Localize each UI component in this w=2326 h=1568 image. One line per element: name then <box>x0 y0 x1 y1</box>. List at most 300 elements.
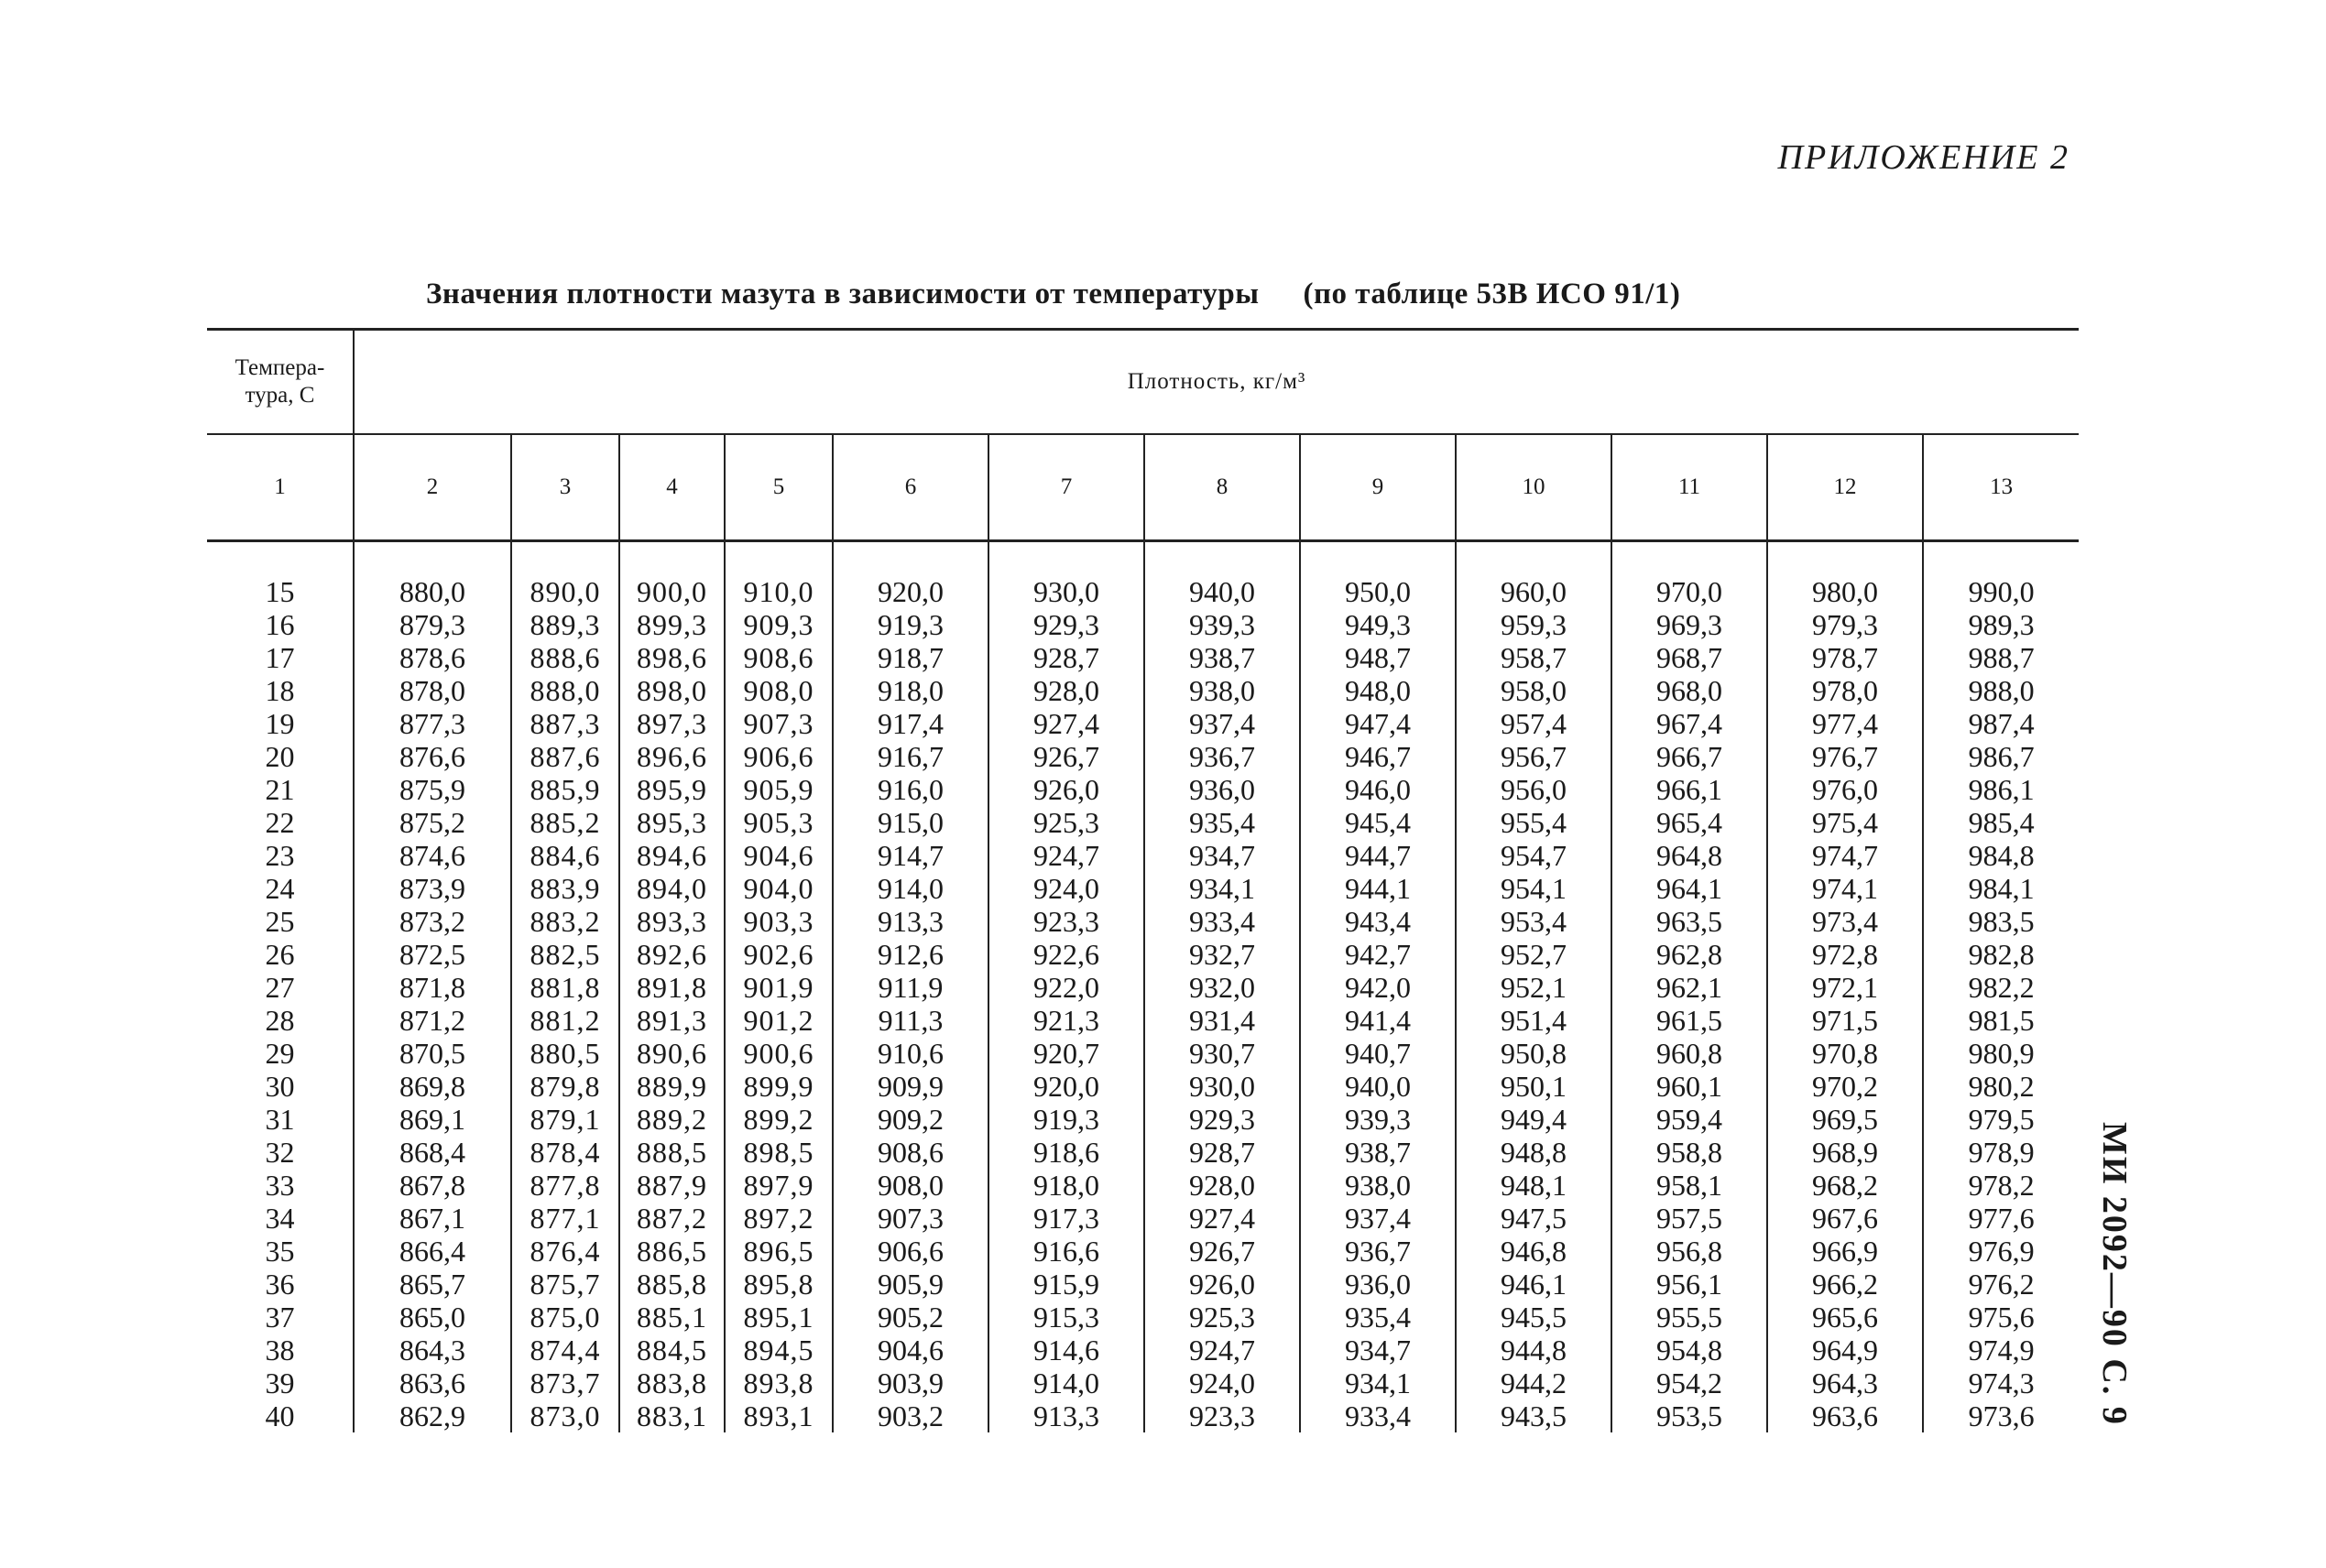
temperature-cell: 30 <box>265 1070 295 1103</box>
density-cell: 865,7 <box>354 1268 511 1301</box>
density-cell: 869,1 <box>354 1103 511 1136</box>
temperature-cell: 40 <box>265 1399 295 1432</box>
density-cell: 925,3 <box>988 806 1144 839</box>
density-cell: 951,4 <box>1456 1004 1611 1037</box>
density-cell: 934,1 <box>1300 1367 1456 1399</box>
density-cell: 879,1 <box>511 1103 619 1136</box>
temperature-cell: 27 <box>265 971 295 1004</box>
density-cell: 922,6 <box>988 938 1144 971</box>
table-row <box>207 1399 2079 1432</box>
density-cell: 956,0 <box>1456 773 1611 806</box>
density-cell: 948,1 <box>1456 1169 1611 1202</box>
density-cell: 938,7 <box>1144 641 1300 674</box>
density-table <box>207 328 2079 1432</box>
density-cell: 916,6 <box>988 1235 1144 1268</box>
density-cell: 965,6 <box>1767 1301 1923 1334</box>
density-cell: 953,5 <box>1611 1399 1767 1432</box>
density-cell: 917,3 <box>988 1202 1144 1235</box>
density-cell: 895,3 <box>619 806 725 839</box>
density-cell: 885,2 <box>511 806 619 839</box>
temperature-cell: 36 <box>265 1268 295 1301</box>
density-cell: 947,4 <box>1300 707 1456 740</box>
spacer-cell <box>619 541 725 576</box>
density-cell: 986,1 <box>1923 773 2079 806</box>
density-cell: 935,4 <box>1300 1301 1456 1334</box>
density-cell: 958,1 <box>1611 1169 1767 1202</box>
density-cell: 887,6 <box>511 740 619 773</box>
column-number-12: 12 <box>1767 434 1923 541</box>
density-cell: 973,6 <box>1923 1399 2079 1432</box>
spacer-cell <box>207 541 354 576</box>
temperature-cell: 38 <box>265 1334 295 1367</box>
temperature-cell: 28 <box>265 1004 295 1037</box>
temperature-cell: 26 <box>265 938 295 971</box>
density-cell: 871,2 <box>354 1004 511 1037</box>
density-cell: 964,3 <box>1767 1367 1923 1399</box>
appendix-label: ПРИЛОЖЕНИЕ 2 <box>1777 138 2069 177</box>
density-cell: 954,1 <box>1456 872 1611 905</box>
header-row <box>207 330 2079 435</box>
column-number-9: 9 <box>1300 434 1456 541</box>
density-cell: 871,8 <box>354 971 511 1004</box>
density-cell: 881,8 <box>511 971 619 1004</box>
density-cell: 904,0 <box>725 872 833 905</box>
density-cell: 976,0 <box>1767 773 1923 806</box>
density-cell: 893,8 <box>725 1367 833 1399</box>
density-cell: 923,3 <box>988 905 1144 938</box>
density-cell: 924,7 <box>1144 1334 1300 1367</box>
density-cell: 924,7 <box>988 839 1144 872</box>
column-number-4: 4 <box>619 434 725 541</box>
density-cell: 981,5 <box>1923 1004 2079 1037</box>
table-row <box>207 1301 2079 1334</box>
density-cell: 920,7 <box>988 1037 1144 1070</box>
density-cell: 948,7 <box>1300 641 1456 674</box>
density-cell: 980,0 <box>1767 575 1923 608</box>
table-row <box>207 1235 2079 1268</box>
density-cell: 946,0 <box>1300 773 1456 806</box>
density-cell: 896,6 <box>619 740 725 773</box>
density-cell: 867,1 <box>354 1202 511 1235</box>
density-header: Плотность, кг/м³ <box>354 330 2079 435</box>
density-cell: 879,8 <box>511 1070 619 1103</box>
density-cell: 939,3 <box>1144 608 1300 641</box>
density-cell: 978,0 <box>1767 674 1923 707</box>
density-cell: 884,5 <box>619 1334 725 1367</box>
density-cell: 913,3 <box>833 905 988 938</box>
density-cell: 915,9 <box>988 1268 1144 1301</box>
density-cell: 911,9 <box>833 971 988 1004</box>
column-number-11: 11 <box>1611 434 1767 541</box>
density-cell: 879,3 <box>354 608 511 641</box>
density-cell: 894,6 <box>619 839 725 872</box>
density-cell: 922,0 <box>988 971 1144 1004</box>
table-row <box>207 1367 2079 1399</box>
density-cell: 872,5 <box>354 938 511 971</box>
table-row <box>207 1268 2079 1301</box>
density-cell: 966,1 <box>1611 773 1767 806</box>
table-row <box>207 806 2079 839</box>
density-cell: 926,0 <box>1144 1268 1300 1301</box>
density-cell: 910,6 <box>833 1037 988 1070</box>
density-cell: 943,5 <box>1456 1399 1611 1432</box>
density-cell: 894,5 <box>725 1334 833 1367</box>
temperature-cell: 15 <box>265 575 295 608</box>
density-cell: 933,4 <box>1144 905 1300 938</box>
density-cell: 986,7 <box>1923 740 2079 773</box>
density-cell: 936,7 <box>1144 740 1300 773</box>
density-cell: 952,1 <box>1456 971 1611 1004</box>
temperature-cell: 19 <box>265 707 295 740</box>
density-cell: 877,3 <box>354 707 511 740</box>
density-cell: 924,0 <box>1144 1367 1300 1399</box>
density-cell: 984,8 <box>1923 839 2079 872</box>
temperature-cell: 37 <box>265 1301 295 1334</box>
density-cell: 933,4 <box>1300 1399 1456 1432</box>
density-cell: 968,0 <box>1611 674 1767 707</box>
density-cell: 901,2 <box>725 1004 833 1037</box>
density-cell: 944,1 <box>1300 872 1456 905</box>
temperature-cell: 17 <box>265 641 295 674</box>
density-cell: 950,8 <box>1456 1037 1611 1070</box>
density-cell: 875,9 <box>354 773 511 806</box>
density-cell: 955,5 <box>1611 1301 1767 1334</box>
density-cell: 907,3 <box>725 707 833 740</box>
density-cell: 960,8 <box>1611 1037 1767 1070</box>
column-number-10: 10 <box>1456 434 1611 541</box>
density-cell: 957,5 <box>1611 1202 1767 1235</box>
density-cell: 889,3 <box>511 608 619 641</box>
density-cell: 900,0 <box>619 575 725 608</box>
density-cell: 890,0 <box>511 575 619 608</box>
density-cell: 876,4 <box>511 1235 619 1268</box>
spacer-cell <box>833 541 988 576</box>
density-cell: 908,0 <box>725 674 833 707</box>
density-cell: 958,7 <box>1456 641 1611 674</box>
density-cell: 893,1 <box>725 1399 833 1432</box>
temperature-cell: 16 <box>265 608 295 641</box>
spacer-cell <box>1300 541 1456 576</box>
density-cell: 940,7 <box>1300 1037 1456 1070</box>
density-cell: 880,0 <box>354 575 511 608</box>
density-cell: 923,3 <box>1144 1399 1300 1432</box>
spacer-cell <box>1456 541 1611 576</box>
spacer-row <box>207 541 2079 576</box>
density-cell: 977,6 <box>1923 1202 2079 1235</box>
density-cell: 878,6 <box>354 641 511 674</box>
density-cell: 937,4 <box>1144 707 1300 740</box>
density-cell: 944,8 <box>1456 1334 1611 1367</box>
table-row <box>207 1103 2079 1136</box>
density-cell: 887,3 <box>511 707 619 740</box>
density-cell: 954,2 <box>1611 1367 1767 1399</box>
density-cell: 980,9 <box>1923 1037 2079 1070</box>
density-cell: 902,6 <box>725 938 833 971</box>
density-cell: 938,0 <box>1300 1169 1456 1202</box>
density-cell: 899,2 <box>725 1103 833 1136</box>
density-cell: 973,4 <box>1767 905 1923 938</box>
density-cell: 975,6 <box>1923 1301 2079 1334</box>
density-cell: 918,6 <box>988 1136 1144 1169</box>
density-cell: 917,4 <box>833 707 988 740</box>
density-cell: 978,7 <box>1767 641 1923 674</box>
density-cell: 888,0 <box>511 674 619 707</box>
density-cell: 909,3 <box>725 608 833 641</box>
density-cell: 891,8 <box>619 971 725 1004</box>
density-cell: 972,1 <box>1767 971 1923 1004</box>
table-row <box>207 1004 2079 1037</box>
density-cell: 942,0 <box>1300 971 1456 1004</box>
density-cell: 936,0 <box>1300 1268 1456 1301</box>
density-cell: 888,5 <box>619 1136 725 1169</box>
density-cell: 932,0 <box>1144 971 1300 1004</box>
density-cell: 898,6 <box>619 641 725 674</box>
density-cell: 967,4 <box>1611 707 1767 740</box>
density-cell: 878,0 <box>354 674 511 707</box>
density-cell: 931,4 <box>1144 1004 1300 1037</box>
density-cell: 903,9 <box>833 1367 988 1399</box>
density-cell: 974,1 <box>1767 872 1923 905</box>
density-cell: 900,6 <box>725 1037 833 1070</box>
density-cell: 915,0 <box>833 806 988 839</box>
density-cell: 899,3 <box>619 608 725 641</box>
density-cell: 932,7 <box>1144 938 1300 971</box>
density-cell: 988,7 <box>1923 641 2079 674</box>
table-row <box>207 1136 2079 1169</box>
table-row <box>207 674 2079 707</box>
table-row <box>207 608 2079 641</box>
density-cell: 875,0 <box>511 1301 619 1334</box>
density-cell: 876,6 <box>354 740 511 773</box>
title-source: (по таблице 53В ИСО 91/1) <box>1303 278 1681 310</box>
temperature-header <box>207 330 354 435</box>
density-cell: 974,3 <box>1923 1367 2079 1399</box>
density-cell: 895,8 <box>725 1268 833 1301</box>
density-cell: 936,0 <box>1144 773 1300 806</box>
density-cell: 956,7 <box>1456 740 1611 773</box>
column-number-1: 1 <box>207 434 354 541</box>
density-cell: 908,0 <box>833 1169 988 1202</box>
table-row <box>207 905 2079 938</box>
density-cell: 978,2 <box>1923 1169 2079 1202</box>
density-cell: 882,5 <box>511 938 619 971</box>
density-cell: 897,9 <box>725 1169 833 1202</box>
density-cell: 919,3 <box>833 608 988 641</box>
spacer-cell <box>1611 541 1767 576</box>
density-cell: 906,6 <box>725 740 833 773</box>
density-cell: 890,6 <box>619 1037 725 1070</box>
density-cell: 868,4 <box>354 1136 511 1169</box>
density-cell: 971,5 <box>1767 1004 1923 1037</box>
table-row <box>207 872 2079 905</box>
temperature-cell: 35 <box>265 1235 295 1268</box>
density-cell: 969,3 <box>1611 608 1767 641</box>
density-cell: 886,5 <box>619 1235 725 1268</box>
temperature-cell: 23 <box>265 839 295 872</box>
density-cell: 963,6 <box>1767 1399 1923 1432</box>
density-cell: 960,0 <box>1456 575 1611 608</box>
density-cell: 892,6 <box>619 938 725 971</box>
density-cell: 949,4 <box>1456 1103 1611 1136</box>
density-cell: 942,7 <box>1300 938 1456 971</box>
density-cell: 927,4 <box>1144 1202 1300 1235</box>
density-cell: 949,3 <box>1300 608 1456 641</box>
density-cell: 984,1 <box>1923 872 2079 905</box>
temperature-cell: 33 <box>265 1169 295 1202</box>
density-cell: 968,7 <box>1611 641 1767 674</box>
column-number-3: 3 <box>511 434 619 541</box>
density-cell: 962,1 <box>1611 971 1767 1004</box>
density-cell: 915,3 <box>988 1301 1144 1334</box>
density-cell: 963,5 <box>1611 905 1767 938</box>
density-cell: 968,9 <box>1767 1136 1923 1169</box>
density-cell: 961,5 <box>1611 1004 1767 1037</box>
density-cell: 941,4 <box>1300 1004 1456 1037</box>
density-cell: 940,0 <box>1144 575 1300 608</box>
density-cell: 990,0 <box>1923 575 2079 608</box>
density-cell: 937,4 <box>1300 1202 1456 1235</box>
temperature-cell: 18 <box>265 674 295 707</box>
density-cell: 929,3 <box>988 608 1144 641</box>
density-cell: 939,3 <box>1300 1103 1456 1136</box>
density-cell: 873,9 <box>354 872 511 905</box>
density-cell: 903,2 <box>833 1399 988 1432</box>
density-cell: 978,9 <box>1923 1136 2079 1169</box>
temperature-header-line1: Темпера- <box>235 355 325 380</box>
density-cell: 883,8 <box>619 1367 725 1399</box>
density-cell: 970,8 <box>1767 1037 1923 1070</box>
density-cell: 921,3 <box>988 1004 1144 1037</box>
table-body <box>207 541 2079 1433</box>
density-cell: 895,1 <box>725 1301 833 1334</box>
density-cell: 928,0 <box>988 674 1144 707</box>
density-cell: 989,3 <box>1923 608 2079 641</box>
density-cell: 979,5 <box>1923 1103 2079 1136</box>
density-cell: 908,6 <box>725 641 833 674</box>
density-cell: 930,0 <box>1144 1070 1300 1103</box>
density-cell: 911,3 <box>833 1004 988 1037</box>
density-cell: 934,7 <box>1300 1334 1456 1367</box>
density-cell: 878,4 <box>511 1136 619 1169</box>
density-cell: 880,5 <box>511 1037 619 1070</box>
table-row <box>207 707 2079 740</box>
density-cell: 940,0 <box>1300 1070 1456 1103</box>
density-cell: 966,2 <box>1767 1268 1923 1301</box>
density-cell: 970,0 <box>1611 575 1767 608</box>
density-cell: 877,8 <box>511 1169 619 1202</box>
density-cell: 946,7 <box>1300 740 1456 773</box>
density-cell: 918,7 <box>833 641 988 674</box>
density-cell: 979,3 <box>1767 608 1923 641</box>
density-cell: 982,8 <box>1923 938 2079 971</box>
density-cell: 970,2 <box>1767 1070 1923 1103</box>
density-cell: 907,3 <box>833 1202 988 1235</box>
density-cell: 969,5 <box>1767 1103 1923 1136</box>
density-cell: 867,8 <box>354 1169 511 1202</box>
density-cell: 885,1 <box>619 1301 725 1334</box>
density-cell: 865,0 <box>354 1301 511 1334</box>
density-cell: 897,3 <box>619 707 725 740</box>
column-number-6: 6 <box>833 434 988 541</box>
density-cell: 901,9 <box>725 971 833 1004</box>
table-row <box>207 575 2079 608</box>
table-row <box>207 938 2079 971</box>
density-cell: 914,6 <box>988 1334 1144 1367</box>
density-cell: 918,0 <box>988 1169 1144 1202</box>
density-cell: 891,3 <box>619 1004 725 1037</box>
density-cell: 895,9 <box>619 773 725 806</box>
density-cell: 930,7 <box>1144 1037 1300 1070</box>
column-number-8: 8 <box>1144 434 1300 541</box>
density-cell: 976,7 <box>1767 740 1923 773</box>
density-cell: 883,2 <box>511 905 619 938</box>
temperature-cell: 32 <box>265 1136 295 1169</box>
density-cell: 884,6 <box>511 839 619 872</box>
density-cell: 875,2 <box>354 806 511 839</box>
spacer-cell <box>1144 541 1300 576</box>
density-cell: 909,9 <box>833 1070 988 1103</box>
density-cell: 924,0 <box>988 872 1144 905</box>
density-cell: 948,0 <box>1300 674 1456 707</box>
density-cell: 894,0 <box>619 872 725 905</box>
density-cell: 905,9 <box>725 773 833 806</box>
density-cell: 943,4 <box>1300 905 1456 938</box>
density-cell: 962,8 <box>1611 938 1767 971</box>
density-cell: 958,8 <box>1611 1136 1767 1169</box>
density-cell: 874,4 <box>511 1334 619 1367</box>
density-cell: 866,4 <box>354 1235 511 1268</box>
table-row <box>207 740 2079 773</box>
density-cell: 920,0 <box>833 575 988 608</box>
density-cell: 953,4 <box>1456 905 1611 938</box>
density-cell: 905,3 <box>725 806 833 839</box>
column-number-row <box>207 434 2079 541</box>
density-cell: 925,3 <box>1144 1301 1300 1334</box>
density-cell: 944,2 <box>1456 1367 1611 1399</box>
density-cell: 881,2 <box>511 1004 619 1037</box>
density-cell: 988,0 <box>1923 674 2079 707</box>
spacer-cell <box>511 541 619 576</box>
density-cell: 966,7 <box>1611 740 1767 773</box>
density-cell: 965,4 <box>1611 806 1767 839</box>
column-number-2: 2 <box>354 434 511 541</box>
density-cell: 909,2 <box>833 1103 988 1136</box>
table-row <box>207 1202 2079 1235</box>
density-cell: 956,8 <box>1611 1235 1767 1268</box>
document-code: МИ 2092—90 С. 9 <box>2095 1122 2134 1426</box>
spacer-cell <box>354 541 511 576</box>
density-cell: 928,0 <box>1144 1169 1300 1202</box>
density-cell: 877,1 <box>511 1202 619 1235</box>
density-cell: 864,3 <box>354 1334 511 1367</box>
temperature-cell: 21 <box>265 773 295 806</box>
density-cell: 967,6 <box>1767 1202 1923 1235</box>
density-cell: 982,2 <box>1923 971 2079 1004</box>
column-number-13: 13 <box>1923 434 2079 541</box>
density-cell: 976,2 <box>1923 1268 2079 1301</box>
density-cell: 863,6 <box>354 1367 511 1399</box>
density-cell: 889,2 <box>619 1103 725 1136</box>
density-cell: 945,5 <box>1456 1301 1611 1334</box>
density-cell: 905,9 <box>833 1268 988 1301</box>
table-row <box>207 1070 2079 1103</box>
temperature-cell: 31 <box>265 1103 295 1136</box>
density-cell: 885,8 <box>619 1268 725 1301</box>
density-cell: 948,8 <box>1456 1136 1611 1169</box>
title-text: Значения плотности мазута в зависимости от температуры <box>426 278 1260 310</box>
density-cell: 889,9 <box>619 1070 725 1103</box>
spacer-cell <box>1923 541 2079 576</box>
